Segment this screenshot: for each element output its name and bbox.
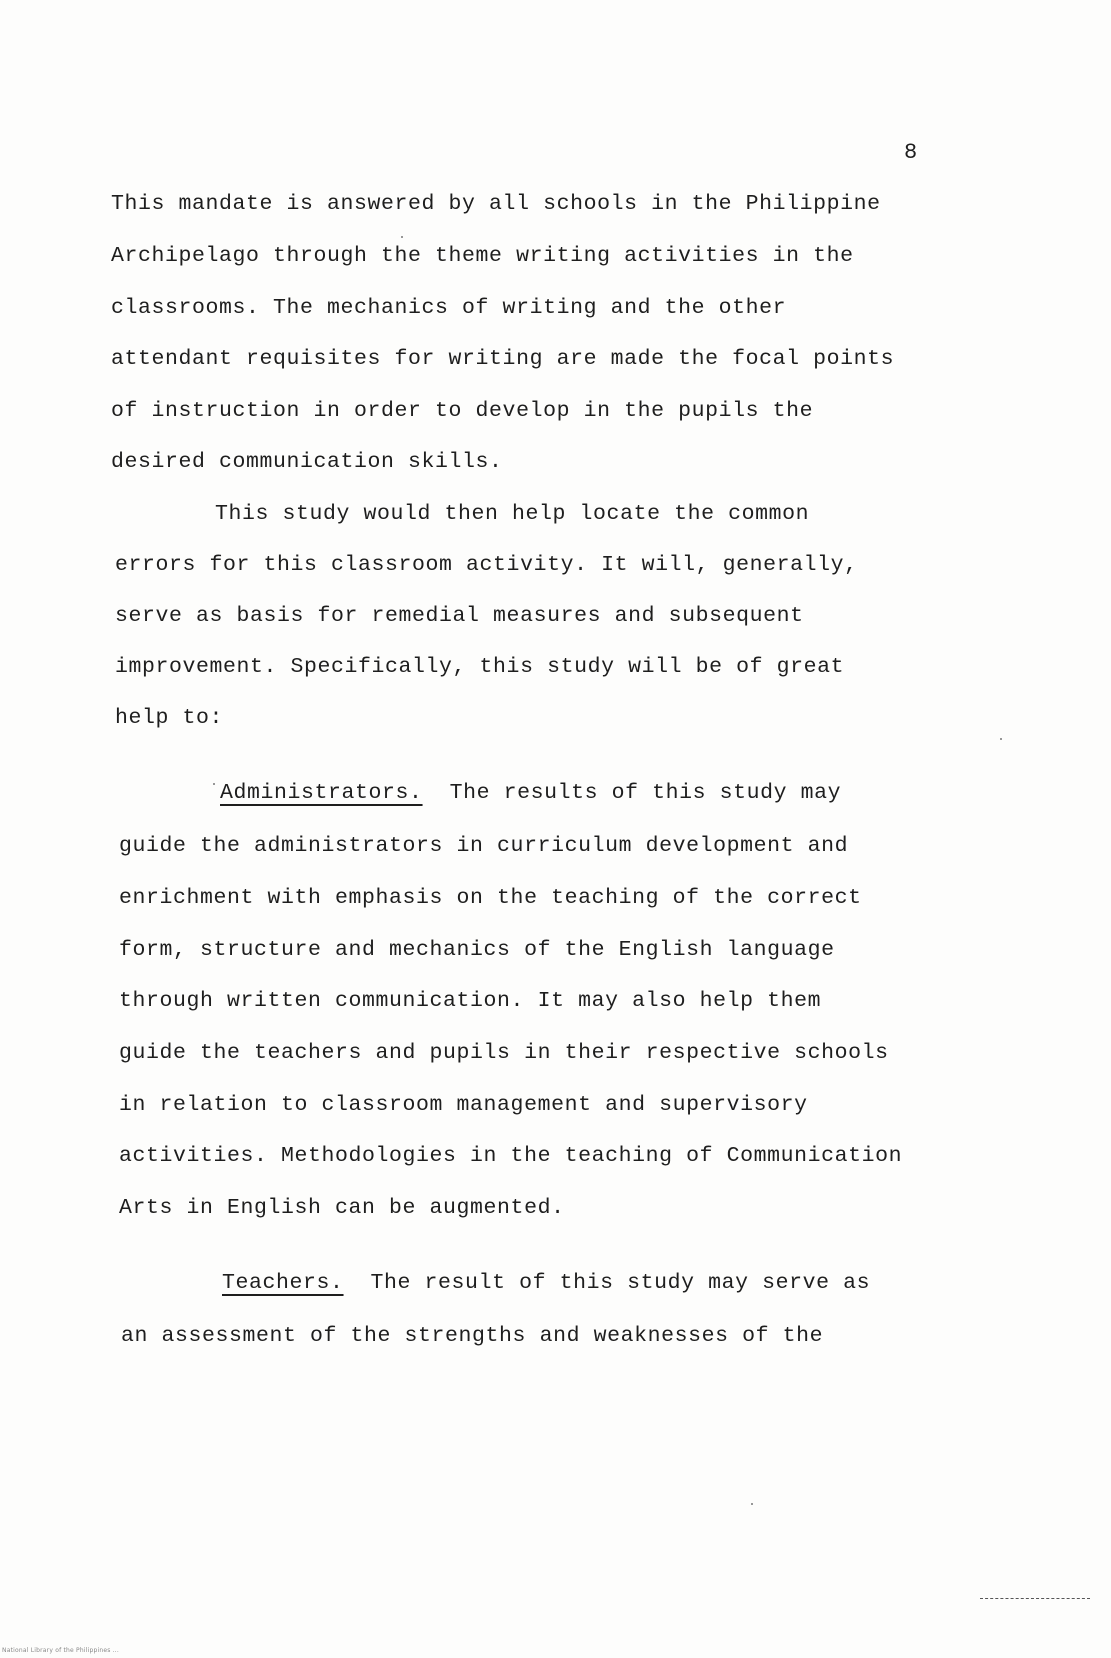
teachers-line-2: an assessment of the strengths and weaknesses of the [121, 1324, 824, 1348]
paragraph2-line-5: help to: [115, 706, 224, 730]
teachers-heading: Teachers. [222, 1271, 344, 1295]
administrators-line-9: Arts in English can be augmented. [119, 1196, 565, 1220]
teachers-first-line [222, 1273, 870, 1295]
paragraph2-line-3: serve as basis for remedial measures and subsequent [115, 604, 804, 628]
paragraph2-line-2: errors for this classroom activity. It will, generally, [115, 553, 858, 577]
scan-speck [751, 1503, 753, 1505]
administrators-line-6: guide the teachers and pupils in their respective schools [119, 1041, 889, 1065]
administrators-heading: Administrators. [220, 781, 423, 805]
administrators-line-2: guide the administrators in curriculum development and [119, 834, 849, 858]
administrators-line-3: enrichment with emphasis on the teaching of the correct [119, 886, 862, 910]
paragraph2-line-1: This study would then help locate the common [215, 502, 810, 526]
paragraph1-line-1: This mandate is answered by all schools in the Philippine [111, 192, 881, 216]
paragraph1-line-6: desired communication skills. [111, 450, 503, 474]
administrators-line-5: through written communication. It may also help them [119, 989, 822, 1013]
footer-watermark: National Library of the Philippines ... [2, 1647, 119, 1654]
paragraph1-line-5: of instruction in order to develop in the pupils the [111, 399, 814, 423]
scan-speck [401, 236, 403, 238]
paragraph1-line-4: attendant requisites for writing are made the focal points [111, 347, 895, 371]
footer-rule [980, 1598, 1090, 1599]
administrators-line-4: form, structure and mechanics of the English language [119, 938, 835, 962]
scan-speck [213, 783, 215, 785]
administrators-line-8: activities. Methodologies in the teaching of Communication [119, 1144, 903, 1168]
scan-speck [1000, 738, 1002, 740]
paragraph2-line-4: improvement. Specifically, this study will be of great [115, 655, 845, 679]
administrators-first-line [220, 783, 841, 805]
paragraph1-line-2: Archipelago through the theme writing activities in the [111, 244, 854, 268]
paragraph1-line-3: classrooms. The mechanics of writing and the other [111, 296, 787, 320]
administrators-line-7: in relation to classroom management and supervisory [119, 1093, 808, 1117]
administrators-first-line-rest: The results of this study may [449, 781, 842, 805]
teachers-first-line-rest: The result of this study may serve as [370, 1271, 871, 1295]
page-number: 8 [904, 140, 919, 165]
